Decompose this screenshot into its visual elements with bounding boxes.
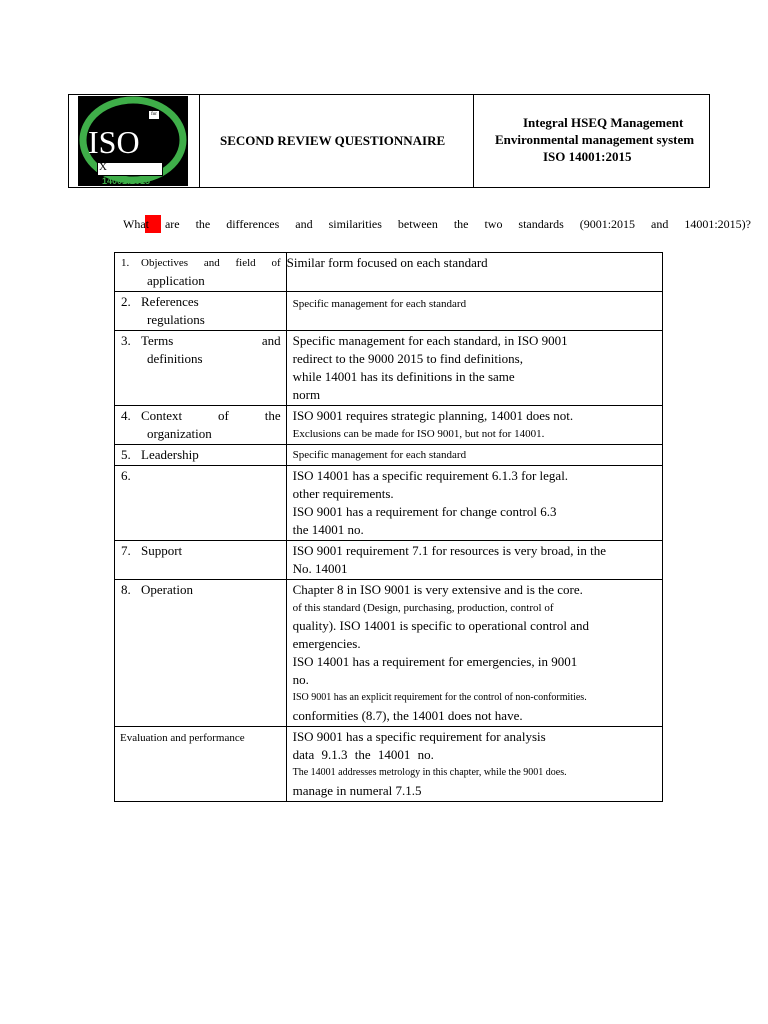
row-description-line: The 14001 addresses metrology in this chapter, while the 9001 does. (292, 767, 567, 778)
table-row (115, 580, 663, 727)
row-description (286, 406, 662, 445)
row-description-line: manage in numeral 7.1.5 (292, 783, 422, 798)
row-description-line: redirect to the 9000 2015 to find definitions, (292, 351, 523, 366)
table-row (115, 331, 663, 406)
iso-logo (78, 96, 188, 186)
row-heading-line2: definitions (147, 351, 203, 366)
header-title-cell (200, 95, 474, 187)
row-heading (115, 331, 287, 406)
row-heading-line1: Leadership (141, 447, 199, 462)
row-description (286, 466, 662, 541)
logo-for-label: for (149, 111, 159, 119)
row-heading (115, 727, 287, 802)
header-info (495, 114, 694, 165)
table-row (115, 727, 663, 802)
row-description-line: conformities (8.7), the 14001 does not have. (292, 708, 523, 723)
row-heading (115, 580, 287, 727)
table-row (115, 406, 663, 445)
row-heading (115, 253, 287, 292)
row-number: 3. (121, 333, 131, 348)
logo-iso-text: ISO (88, 124, 140, 160)
row-description (286, 445, 662, 466)
table-row (115, 292, 663, 331)
row-description-line: the 14001 no. (292, 522, 364, 537)
row-heading (115, 445, 287, 466)
row-heading-line1: Support (141, 543, 183, 558)
row-heading-line1: Operation (141, 582, 193, 597)
row-description (286, 541, 662, 580)
row-description-line: ISO 9001 has a specific requirement for analysis (292, 729, 546, 744)
row-description-line: of this standard (Design, purchasing, production, control of (292, 602, 554, 614)
row-heading-line1: Objectives and field of (141, 257, 281, 269)
row-description (286, 331, 662, 406)
document-header (68, 94, 710, 188)
logo-standard-text: 14001:2015 (102, 176, 151, 186)
row-heading-line1: Evaluation and performance (120, 732, 245, 744)
row-description-line: Similar form focused on each standard (286, 255, 488, 270)
row-description-line: Specific management for each standard (292, 298, 467, 310)
header-info-cell (473, 95, 709, 187)
row-description-line: Specific management for each standard (292, 449, 467, 461)
row-description-line: ISO 14001 has a requirement for emergencies, in 9001 (292, 654, 578, 669)
row-description-line: Chapter 8 in ISO 9001 is very extensive and is the core. (292, 582, 583, 597)
header-info-line1: Integral HSEQ Management (523, 115, 684, 130)
row-number: 2. (121, 294, 131, 309)
row-heading (115, 466, 287, 541)
row-description-line: ISO 9001 has an explicit requirement for the control of non-conformities. (292, 692, 587, 703)
row-description-line: data 9.1.3 the 14001 no. (292, 747, 434, 762)
row-description-line: No. 14001 (292, 561, 348, 576)
row-description (286, 727, 662, 802)
row-description-line: ISO 14001 has a specific requirement 6.1.3 for legal. (292, 468, 569, 483)
row-description-line: Exclusions can be made for ISO 9001, but not for 14001. (292, 428, 545, 440)
table-row (115, 253, 663, 292)
row-description (286, 253, 662, 292)
row-heading-line1: Context of the (141, 408, 281, 423)
row-description-line: emergencies. (292, 636, 361, 651)
row-description-line: ISO 9001 requirement 7.1 for resources is very broad, in the (292, 543, 606, 558)
row-description (286, 292, 662, 331)
row-description-line: norm (292, 387, 321, 402)
header-logo-cell (69, 95, 200, 187)
table-row (115, 541, 663, 580)
row-description-line: ISO 9001 requires strategic planning, 14001 does not. (292, 408, 574, 423)
row-heading-line2: regulations (147, 312, 205, 327)
row-description-line: ISO 9001 has a requirement for change control 6.3 (292, 504, 557, 519)
row-description-line: while 14001 has its definitions in the same (292, 369, 515, 384)
row-heading (115, 292, 287, 331)
row-description (286, 580, 662, 727)
header-info-line3: ISO 14001:2015 (543, 149, 632, 164)
row-number: 6. (121, 468, 131, 483)
table-row (115, 466, 663, 541)
row-number: 8. (121, 582, 131, 597)
row-heading (115, 541, 287, 580)
row-heading-line2: application (147, 273, 205, 288)
row-number: 7. (121, 543, 131, 558)
row-description-line: Specific management for each standard, in ISO 9001 (292, 333, 568, 348)
row-number: 1. (121, 257, 130, 269)
questionnaire-title: SECOND REVIEW QUESTIONNAIRE (220, 133, 446, 148)
row-number: 5. (121, 447, 131, 462)
header-info-line2: Environmental management system (495, 132, 695, 147)
table-row (115, 445, 663, 466)
row-description-line: quality). ISO 14001 is specific to operational control and (292, 618, 590, 633)
row-heading-line2: organization (147, 426, 212, 441)
row-number: 4. (121, 408, 131, 423)
row-heading-line1: References (141, 294, 199, 309)
row-heading-line1: Terms and (141, 333, 281, 348)
row-description-line: no. (292, 672, 309, 687)
question-text: What are the differences and similarities between the two standards (9001:2015 and 14001:2015)? (123, 217, 751, 231)
comparison-table (114, 252, 663, 802)
row-description-line: other requirements. (292, 486, 394, 501)
row-heading (115, 406, 287, 445)
logo-x-text: X (99, 161, 107, 173)
